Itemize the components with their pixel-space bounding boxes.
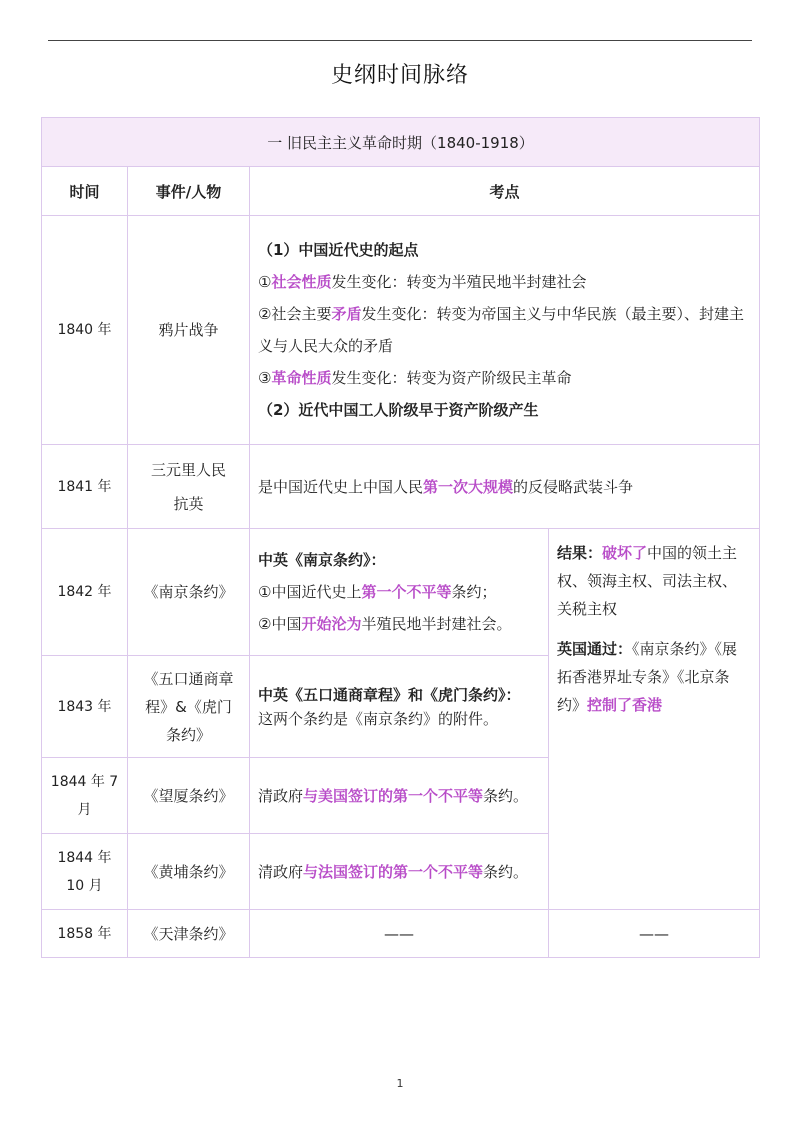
point-line: ②社会主要矛盾发生变化：转变为帝国主义与中华民族（最主要）、封建主义与人民大众的矛盾: [258, 305, 744, 355]
highlight: 开始沦为: [301, 615, 362, 633]
row-event: 《黄埔条约》: [128, 834, 250, 910]
row-time: 1843 年: [42, 656, 128, 758]
point-heading: 中英《五口通商章程》和《虎门条约》：: [258, 685, 521, 704]
highlight: 与法国签订的第一个不平等: [303, 862, 484, 881]
row-event: 《望厦条约》: [128, 758, 250, 834]
row-time: 1842 年: [42, 529, 128, 656]
top-rule: [48, 40, 752, 41]
row-time: 1844 年 10 月: [42, 834, 128, 910]
section-header: 一 旧民主主义革命时期（1840-1918）: [42, 118, 760, 167]
table-row: [42, 445, 760, 529]
highlight: 第一次大规模: [423, 477, 514, 496]
uk-note: 英国通过：《南京条约》《展拓香港界址专条》《北京条约》控制了香港: [557, 640, 738, 714]
point-heading: （1）中国近代史的起点: [258, 241, 419, 259]
table-row: [42, 529, 760, 656]
table-row: [42, 910, 760, 958]
header-time: 时间: [42, 167, 128, 216]
row-event: 《天津条约》: [128, 910, 250, 958]
highlight: 社会性质: [271, 273, 332, 291]
row-event: 鸦片战争: [128, 216, 250, 445]
table-row: [42, 216, 760, 445]
row-points: [250, 216, 760, 445]
row-points: 清政府与法国签订的第一个不平等条约。: [250, 834, 549, 910]
row-time: 1841 年: [42, 445, 128, 529]
highlight: 与美国签订的第一个不平等: [303, 786, 484, 805]
point-line: 这两个条约是《南京条约》的附件。: [258, 709, 499, 728]
point-line: ③革命性质发生变化：转变为资产阶级民主革命: [258, 369, 572, 387]
row-points: 清政府与美国签订的第一个不平等条约。: [250, 758, 549, 834]
row-points: [250, 529, 549, 656]
highlight: 控制了香港: [587, 696, 663, 714]
row-side: ——: [549, 910, 760, 958]
row-points: ——: [250, 910, 549, 958]
point-heading: （2）近代中国工人阶级早于资产阶级产生: [258, 401, 539, 419]
point-line: ②中国开始沦为半殖民地半封建社会。: [258, 615, 512, 633]
page-title: 史纲时间脉络: [330, 63, 469, 88]
row-points: [250, 656, 549, 758]
page-number: 1: [396, 1077, 404, 1090]
row-points: 是中国近代史上中国人民第一次大规模的反侵略武装斗争: [250, 445, 760, 529]
row-event: 三元里人民 抗英: [128, 445, 250, 529]
row-event: 《五口通商章程》&《虎门条约》: [128, 656, 250, 758]
header-event: 事件/人物: [128, 167, 250, 216]
side-note: [549, 529, 760, 910]
highlight: 革命性质: [271, 369, 332, 387]
header-points: 考点: [250, 167, 760, 216]
point-line: ①中国近代史上第一个不平等条约；: [258, 583, 497, 601]
row-time: 1844 年 7 月: [42, 758, 128, 834]
timeline-table: [41, 117, 760, 958]
row-event: 《南京条约》: [128, 529, 250, 656]
result-note: 结果：破坏了中国的领土主权、领海主权、司法主权、关税主权: [557, 544, 738, 618]
point-line: ①社会性质发生变化：转变为半殖民地半封建社会: [258, 273, 587, 291]
row-time: 1858 年: [42, 910, 128, 958]
highlight: 第一个不平等: [361, 583, 452, 601]
table-header-row: [42, 167, 760, 216]
highlight: 矛盾: [331, 305, 362, 323]
highlight: 破坏了: [602, 544, 648, 562]
row-time: 1840 年: [42, 216, 128, 445]
point-heading: 中英《南京条约》：: [258, 551, 386, 569]
